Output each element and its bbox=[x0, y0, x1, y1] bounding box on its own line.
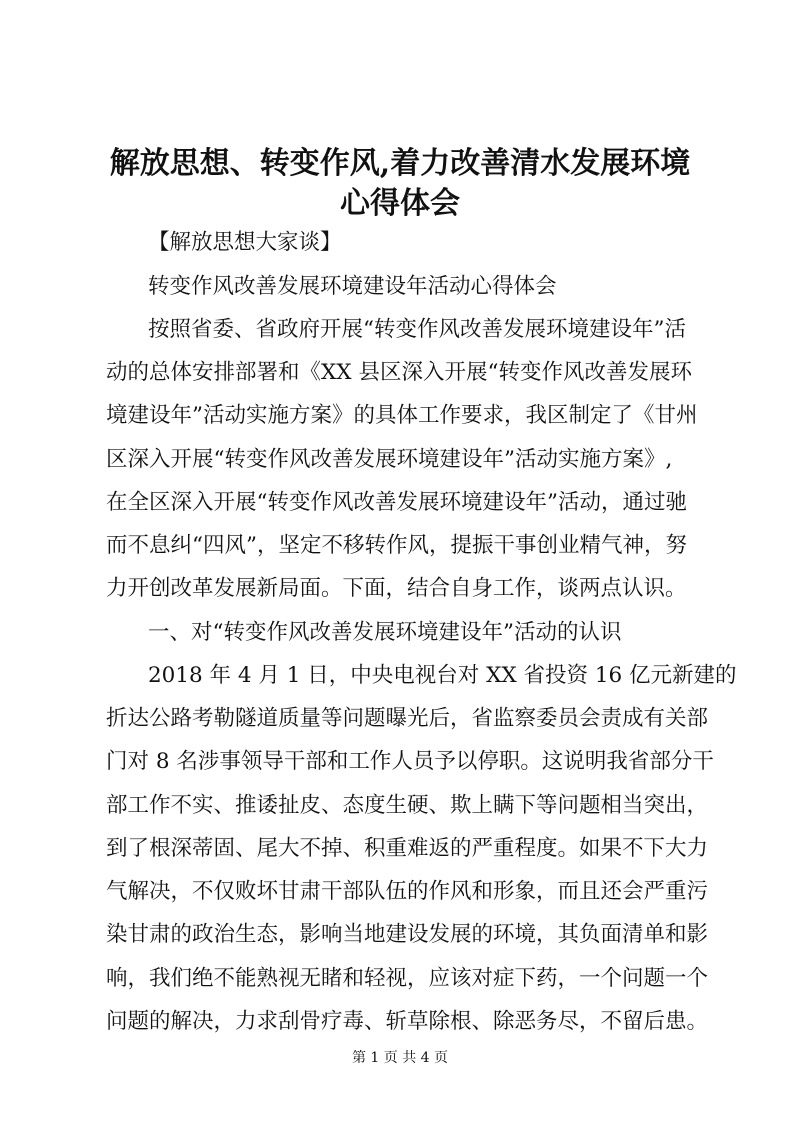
paragraph-2-line: 染甘肃的政治生态，影响当地建设发展的环境，其负面清单和影 bbox=[106, 922, 709, 947]
section-1-heading: 一、对“转变作风改善发展环境建设年”活动的认识 bbox=[148, 620, 622, 645]
paragraph-1-line: 境建设年”活动实施方案》的具体工作要求，我区制定了《甘州 bbox=[106, 403, 698, 428]
subheading: 【解放思想大家谈】 bbox=[148, 230, 342, 255]
paragraph-1-line: 动的总体安排部署和《XX 县区深入开展“转变作风改善发展环 bbox=[106, 360, 692, 385]
paragraph-1-line: 区深入开展“转变作风改善发展环境建设年”活动实施方案》, bbox=[106, 447, 673, 472]
paragraph-2-line: 到了根深蒂固、尾大不掉、积重难返的严重程度。如果不下大力 bbox=[106, 836, 709, 861]
paragraph-2-line: 门对 8 名涉事领导干部和工作人员予以停职。这说明我省部分干 bbox=[106, 749, 714, 774]
paragraph-2-line: 气解决，不仅败坏甘肃干部队伍的作风和形象，而且还会严重污 bbox=[106, 879, 709, 904]
paragraph-2-line: 折达公路考勒隧道质量等问题曝光后，省监察委员会责成有关部 bbox=[106, 706, 709, 731]
paragraph-2-line: 问题的解决，力求刮骨疗毒、斩草除根、除恶务尽，不留后患。 bbox=[106, 1009, 709, 1034]
paragraph-1-line: 按照省委、省政府开展“转变作风改善发展环境建设年”活 bbox=[148, 317, 686, 342]
document-title-line-2: 心得体会 bbox=[340, 186, 460, 221]
paragraph-1-line: 而不息纠“四风”，坚定不移转作风，提振干事创业精气神，努 bbox=[106, 533, 687, 558]
paragraph-2-line: 部工作不实、推诿扯皮、态度生硬、欺上瞒下等问题相当突出， bbox=[106, 793, 709, 818]
subtitle: 转变作风改善发展环境建设年活动心得体会 bbox=[148, 274, 557, 299]
paragraph-1-line: 力开创改革发展新局面。下面，结合自身工作，谈两点认识。 bbox=[106, 576, 687, 601]
paragraph-2-line: 2018 年 4 月 1 日，中央电视台对 XX 省投资 16 亿元新建的 bbox=[148, 663, 737, 688]
paragraph-2-line: 响，我们绝不能熟视无睹和轻视，应该对症下药，一个问题一个 bbox=[106, 966, 709, 991]
page-footer: 第 1 页 共 4 页 bbox=[351, 1050, 449, 1066]
document-title-line-1: 解放思想、转变作风,着力改善清水发展环境 bbox=[109, 146, 691, 181]
paragraph-1-line: 在全区深入开展“转变作风改善发展环境建设年”活动，通过驰 bbox=[106, 490, 687, 515]
